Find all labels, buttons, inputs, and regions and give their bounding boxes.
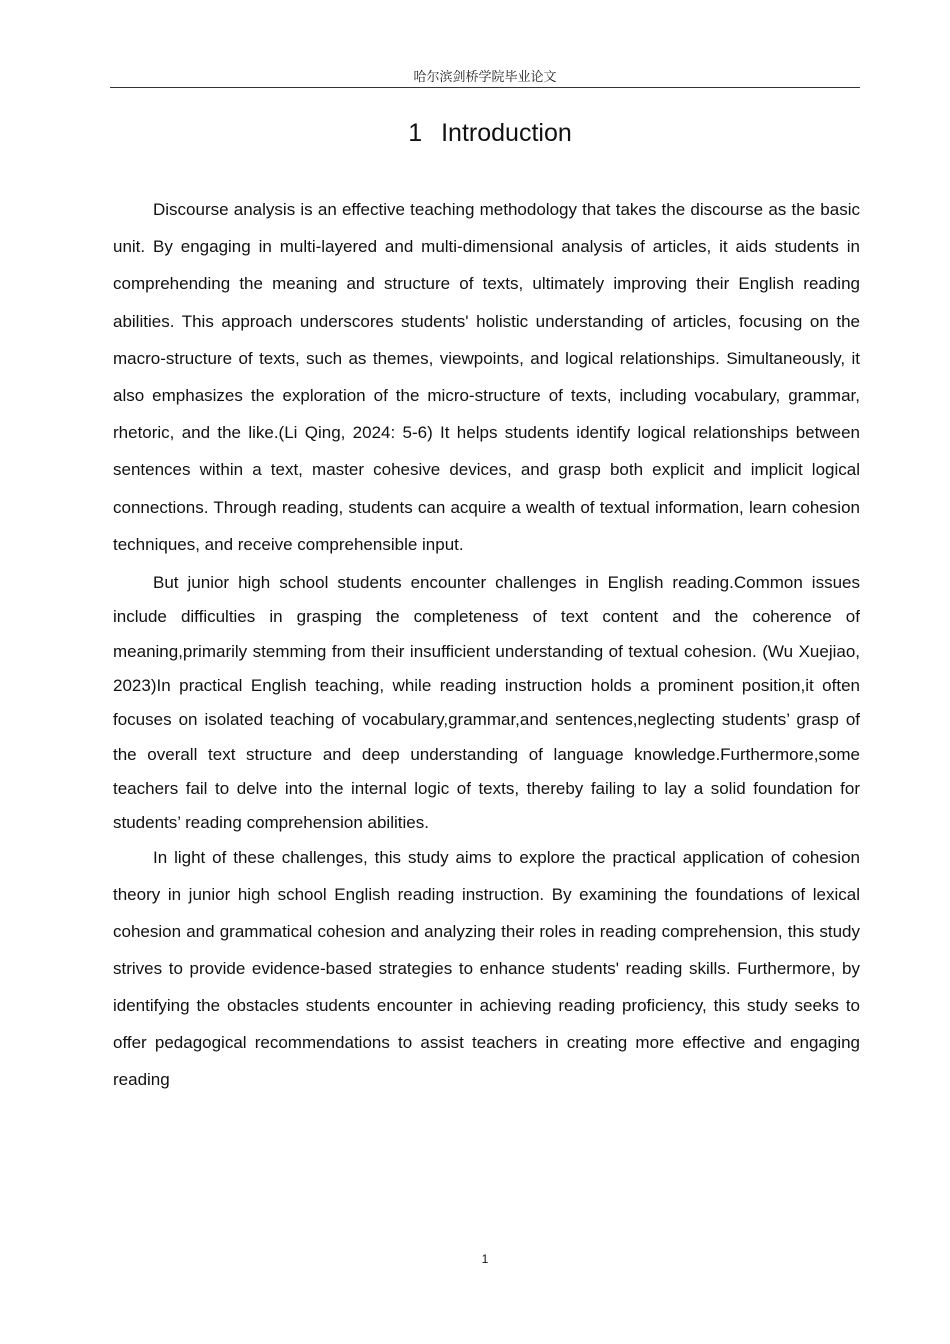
chapter-number: 1 — [408, 119, 423, 147]
running-header: 哈尔滨剑桥学院毕业论文 — [413, 70, 557, 85]
header-divider — [110, 87, 860, 88]
chapter-title: Introduction — [441, 119, 572, 147]
paragraph-3: In light of these challenges, this study aims to explore the practical application of cohesion theory in junior high school English reading instruction. By examining the foundations of lexical cohesion and grammatical cohesion and analyzing their roles in reading comprehension, this study strives to provide evidence-based strategies to enhance students' reading skills. Furthermore, by identifying the obstacles students encounter in achieving reading proficiency, this study seeks to offer pedagogical recommendations to assist teachers in creating more effective and engaging reading — [113, 848, 860, 1089]
paragraph-1: Discourse analysis is an effective teaching methodology that takes the discourse as the basic unit. By engaging in multi-layered and multi-dimensional analysis of articles, it aids students in comprehending the meaning and structure of texts, ultimately improving their English reading abilities. This approach underscores students' holistic understanding of articles, focusing on the macro-structure of texts, such as themes, viewpoints, and logical relationships. Simultaneously, it also emphasizes the exploration of the micro-structure of texts, including vocabulary, grammar, rhetoric, and the like.(Li Qing, 2024: 5-6) It helps students identify logical relationships between sentences within a text, master cohesive devices, and grasp both explicit and implicit logical connections. Through reading, students can acquire a wealth of textual information, learn cohesion techniques, and receive comprehensible input. — [113, 200, 860, 554]
body-text — [113, 191, 860, 1099]
paragraph-2: But junior high school students encounter challenges in English reading.Common issues include difficulties in grasping the completeness of text content and the coherence of meaning,primarily stemming from their insufficient understanding of textual cohesion. (Wu Xuejiao, 2023)In practical English teaching, while reading instruction holds a prominent position,it often focuses on isolated teaching of vocabulary,grammar,and sentences,neglecting students’ grasp of the overall text structure and deep understanding of language knowledge.Furthermore,some teachers fail to delve into the internal logic of texts, thereby failing to lay a solid foundation for students’ reading comprehension abilities. — [113, 573, 860, 833]
page-number: 1 — [481, 1252, 489, 1266]
chapter-heading — [110, 119, 870, 148]
